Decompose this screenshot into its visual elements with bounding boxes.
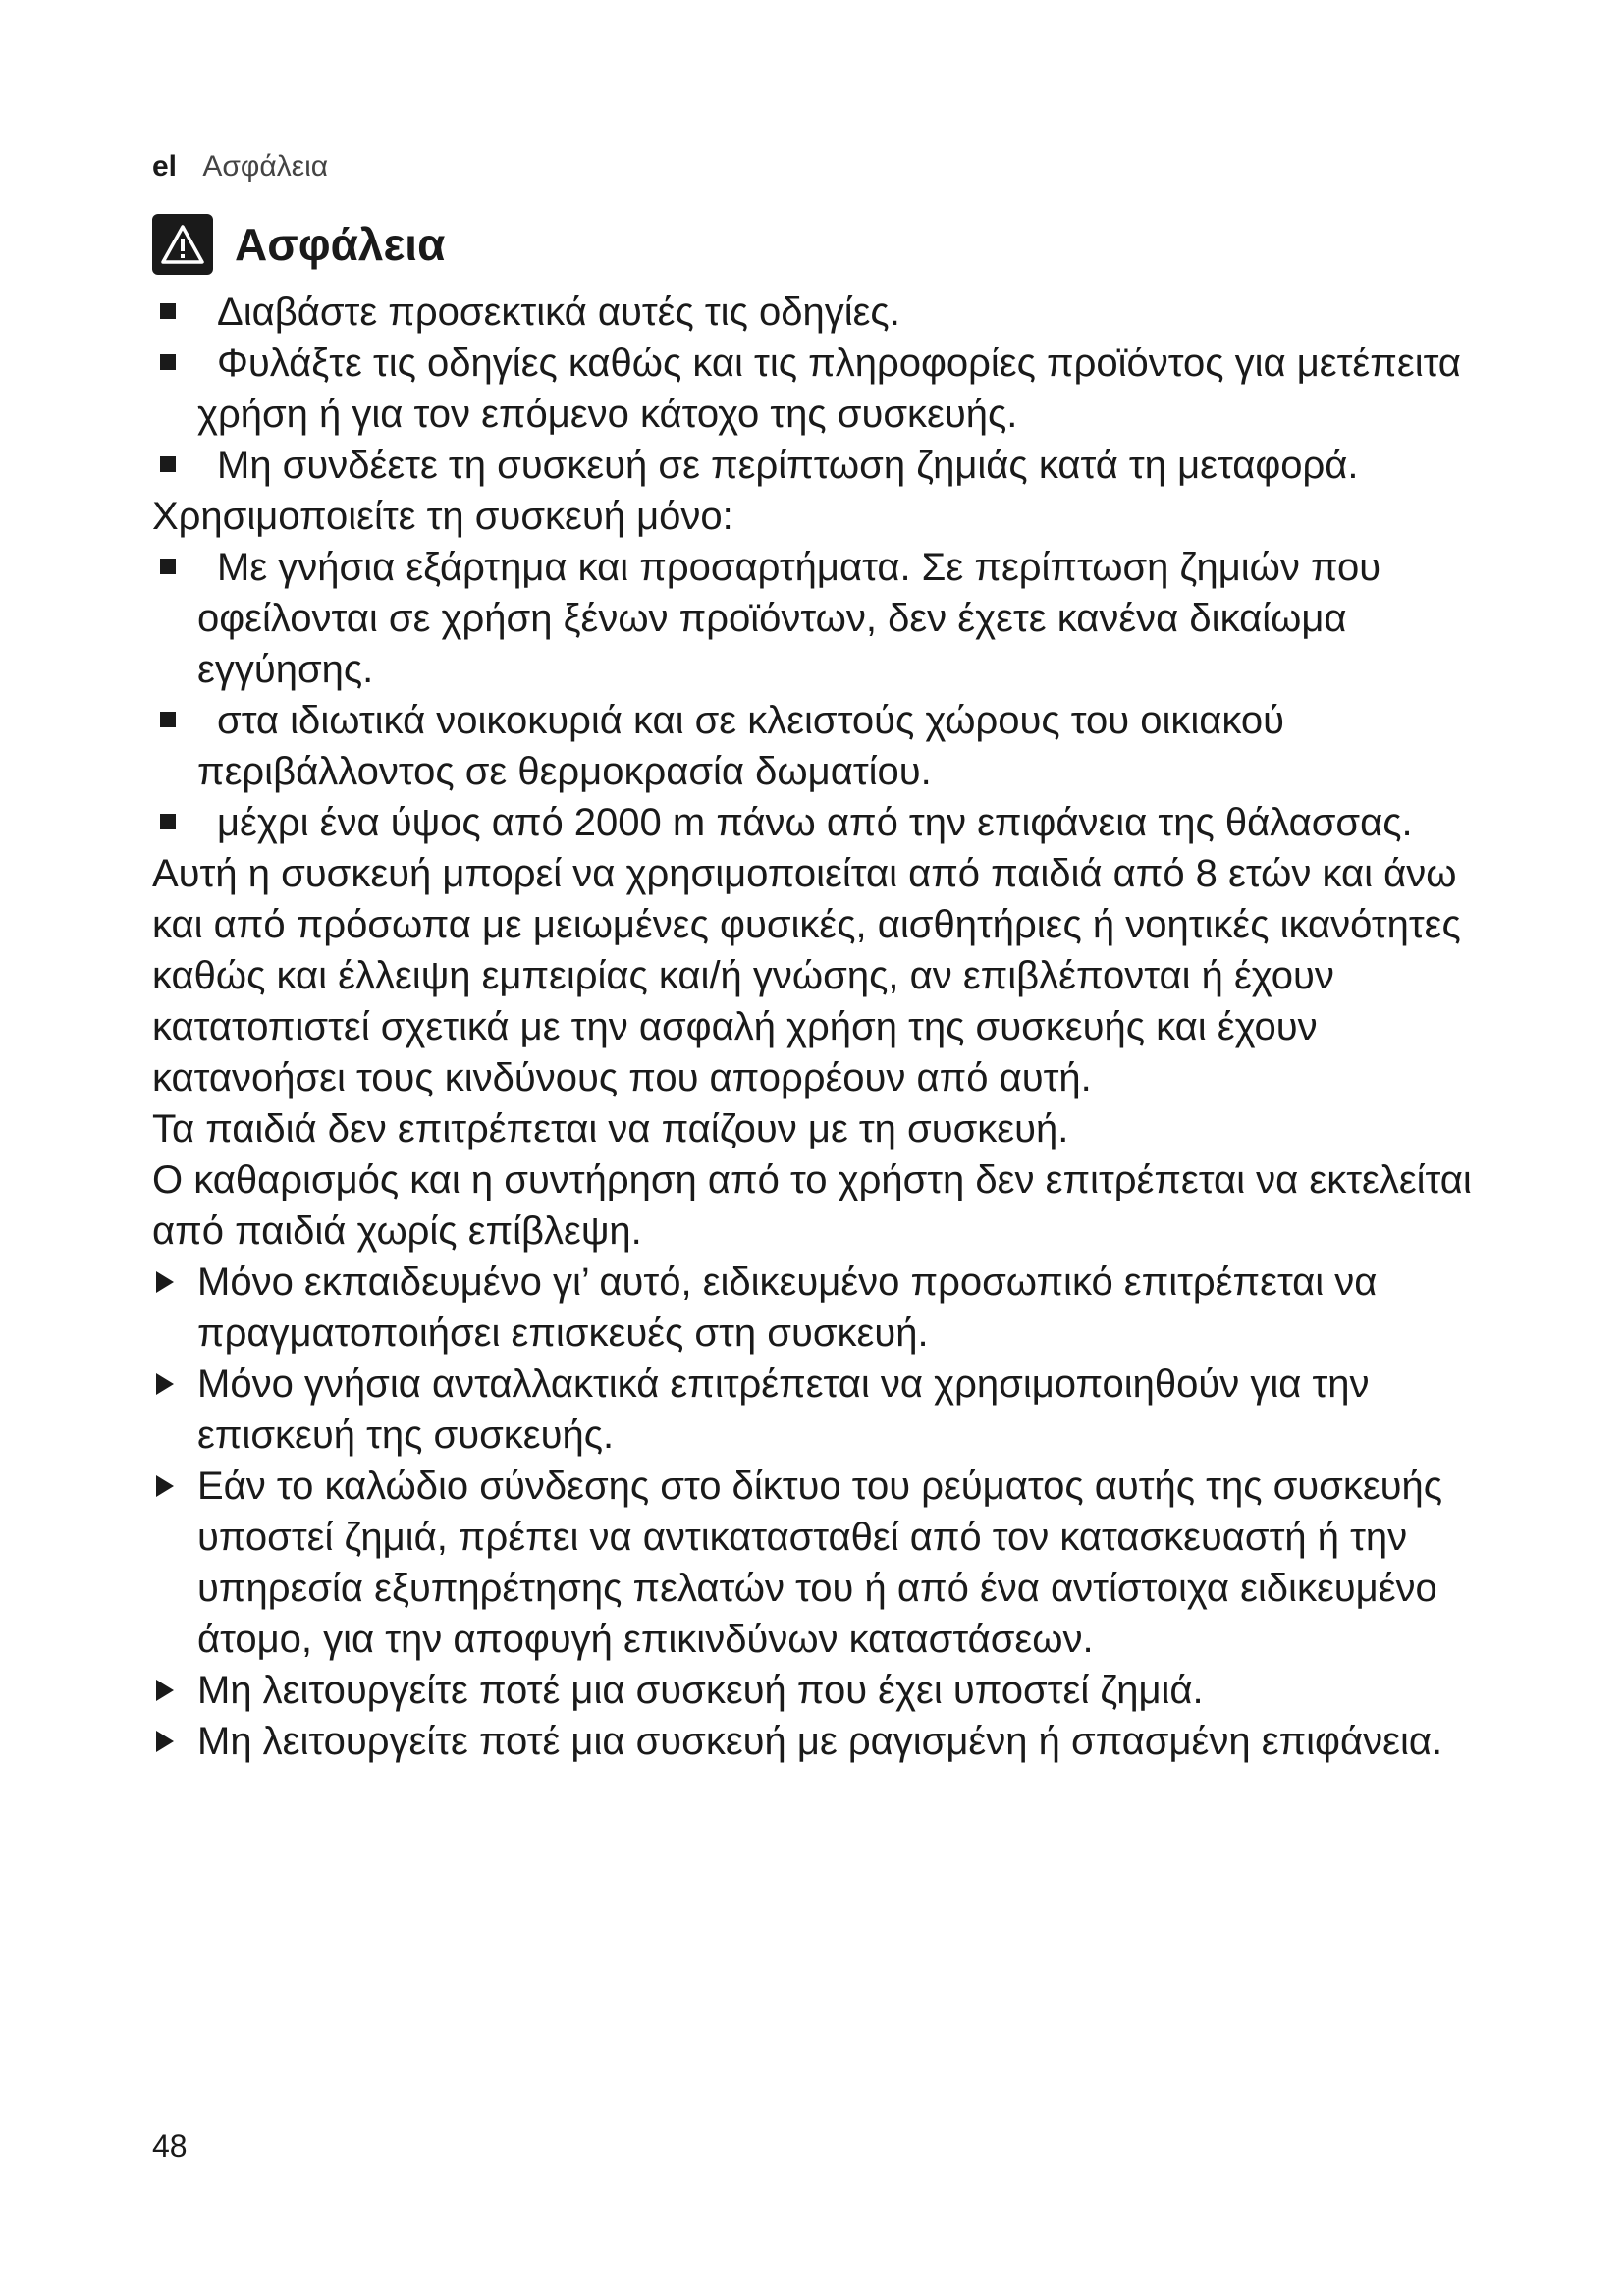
list-item: μέχρι ένα ύψος από 2000 m πάνω από την επιφάνεια της θάλασσας. — [152, 797, 1488, 848]
header-section-title: Ασφάλεια — [202, 150, 329, 183]
arrow-bullet-icon — [156, 1680, 174, 1701]
page-title: Ασφάλεια — [235, 219, 446, 270]
list-item: Διαβάστε προσεκτικά αυτές τις οδηγίες. — [152, 287, 1488, 338]
square-bullet-icon — [160, 354, 176, 370]
warning-triangle-icon — [152, 214, 213, 275]
list-item: Εάν το καλώδιο σύνδεσης στο δίκτυο του ρεύματος αυτής της συσκευής υποστεί ζημιά, πρέπει να αντικατασταθεί από τον κατασκευαστή ή την υπηρεσία εξυπηρέτησης πελατών του ή από ένα αντίστοιχα ειδικευμένο άτομο, για την αποφυγή επικινδύνων καταστάσεων. — [152, 1461, 1488, 1665]
arrow-bullet-icon — [156, 1373, 174, 1395]
list-item: Μη λειτουργείτε ποτέ μια συσκευή με ραγισμένη ή σπασμένη επιφάνεια. — [152, 1716, 1488, 1767]
list-item: Μόνο γνήσια ανταλλακτικά επιτρέπεται να χρησιμοποιηθούν για την επισκευή της συσκευής. — [152, 1359, 1488, 1461]
square-bullet-icon — [160, 456, 176, 472]
repair-instructions-list — [152, 1256, 1488, 1767]
language-code: el — [152, 150, 178, 183]
list-item: Με γνήσια εξάρτημα και προσαρτήματα. Σε περίπτωση ζημιών που οφείλονται σε χρήση ξένων προϊόντων, δεν έχετε κανένα δικαίωμα εγγύησης. — [152, 542, 1488, 695]
cleaning-paragraph: Ο καθαρισμός και η συντήρηση από το χρήστη δεν επιτρέπεται να εκτελείται από παιδιά χωρίς επίβλεψη. — [152, 1158, 1472, 1253]
arrow-bullet-icon — [156, 1475, 174, 1497]
list-item: Μη λειτουργείτε ποτέ μια συσκευή που έχει υποστεί ζημιά. — [152, 1665, 1488, 1716]
square-bullet-icon — [160, 814, 176, 829]
children-play-paragraph: Τα παιδιά δεν επιτρέπεται να παίζουν με τη συσκευή. — [152, 1107, 1069, 1150]
square-bullet-icon — [160, 712, 176, 727]
children-usage-paragraph: Αυτή η συσκευή μπορεί να χρησιμοποιείται από παιδιά από 8 ετών και άνω και από πρόσωπα με μειωμένες φυσικές, αισθητήριες ή νοητικές ικανότητες καθώς και έλλειψη εμπειρίας και/ή γνώσης, αν επιβλέπονται ή έχουν κατατοπιστεί σχετικά με την ασφαλή χρήση της συσκευής και έχουν κατανοήσει τους κινδύνους που απορρέουν από αυτή. — [152, 852, 1461, 1099]
page-number: 48 — [152, 2128, 188, 2163]
arrow-bullet-icon — [156, 1271, 174, 1293]
list-item: Φυλάξτε τις οδηγίες καθώς και τις πληροφορίες προϊόντος για μετέπειτα χρήση ή για τον επόμενο κάτοχο της συσκευής. — [152, 338, 1488, 440]
list-item: Μη συνδέετε τη συσκευή σε περίπτωση ζημιάς κατά τη μεταφορά. — [152, 440, 1488, 491]
usage-intro: Χρησιμοποιείτε τη συσκευή μόνο: — [152, 495, 733, 538]
document-body — [152, 287, 1488, 1767]
square-bullet-icon — [160, 303, 176, 319]
list-item: στα ιδιωτικά νοικοκυριά και σε κλειστούς χώρους του οικιακού περιβάλλοντος σε θερμοκρασία δωματίου. — [152, 695, 1488, 797]
usage-conditions-list — [152, 542, 1488, 848]
general-instructions-list — [152, 287, 1488, 491]
section-heading — [152, 214, 445, 275]
square-bullet-icon — [160, 559, 176, 574]
list-item: Μόνο εκπαιδευμένο γι’ αυτό, ειδικευμένο προσωπικό επιτρέπεται να πραγματοποιήσει επισκευές στη συσκευή. — [152, 1256, 1488, 1359]
running-header — [152, 147, 328, 187]
arrow-bullet-icon — [156, 1731, 174, 1752]
